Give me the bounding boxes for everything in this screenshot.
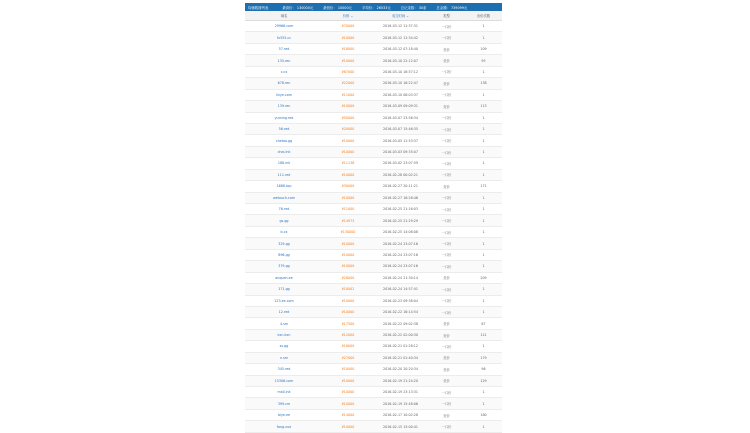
table-row [245,21,502,32]
table-row [245,421,502,432]
price-cell: ¥130000 [323,226,373,237]
bid-count-cell: 171 [465,181,502,192]
bid-count-cell: 1 [465,421,502,432]
bid-count-cell: 95 [465,55,502,66]
bid-count-cell: 1 [465,261,502,272]
price-cell: ¥30000 [323,181,373,192]
price-cell: ¥10000 [323,295,373,306]
table-row [245,341,502,352]
table-row [245,101,502,112]
price-cell: ¥10000 [323,387,373,398]
price-cell: ¥10000 [323,55,373,66]
type-cell: 竞价 [428,329,465,340]
time-cell: 2016-02-24 23:07:16 [373,261,428,272]
bid-count-cell: 87 [465,318,502,329]
type-cell: 一口价 [428,21,465,32]
domain-link[interactable]: 379.gg [245,261,323,272]
bid-count-cell: 1 [465,146,502,157]
domain-link[interactable]: ss.gg [245,341,323,352]
time-cell: 2016-02-19 23:13:31 [373,387,428,398]
table-row [245,123,502,134]
domain-link[interactable]: 123.ee.com [245,295,323,306]
domain-link[interactable]: 15306.com [245,375,323,386]
domain-sales-panel [245,3,502,433]
bid-count-cell: 111 [465,329,502,340]
time-cell: 2016-02-19 21:24:20 [373,375,428,386]
price-cell: ¥10000 [323,306,373,317]
time-cell: 2016-03-12 11:37:31 [373,21,428,32]
type-cell: 一口价 [428,135,465,146]
price-cell: ¥14000 [323,409,373,420]
price-cell: ¥17500 [323,318,373,329]
domain-link[interactable]: 399.cm [245,398,323,409]
bid-count-cell: 138 [465,78,502,89]
bid-count-cell: 180 [465,409,502,420]
domain-link[interactable]: biye.ee [245,409,323,420]
domain-link[interactable]: mall.ink [245,387,323,398]
price-cell: ¥10000 [323,146,373,157]
sales-table [245,11,502,433]
table-row [245,158,502,169]
bid-count-cell: 1 [465,387,502,398]
price-cell: ¥11000 [323,89,373,100]
table-row [245,192,502,203]
price-cell: ¥16000 [323,341,373,352]
domain-link[interactable]: 57.red [245,43,323,54]
time-cell: 2016-03-12 11:34:42 [373,32,428,43]
col-header-price-sort[interactable]: 价格 ⌄ [323,11,373,21]
table-row [245,306,502,317]
type-cell: 一口价 [428,226,465,237]
time-cell: 2016-02-22 16:14:54 [373,306,428,317]
table-row [245,284,502,295]
table-body [245,21,502,433]
type-cell: 一口价 [428,284,465,295]
col-header-bids: 出价次数 [465,11,502,21]
time-cell: 2016-03-12 07:18:40 [373,43,428,54]
time-cell: 2016-03-09 09:09:31 [373,101,428,112]
price-cell: ¥18000 [323,43,373,54]
time-cell: 2016-02-22 02:00:30 [373,329,428,340]
bid-count-cell: 1 [465,284,502,295]
type-cell: 一口价 [428,146,465,157]
table-row [245,215,502,226]
domain-link[interactable]: 1688.top [245,181,323,192]
time-cell: 2016-03-10 16:22:47 [373,78,428,89]
price-cell: ¥10000 [323,398,373,409]
bid-count-cell: 1 [465,89,502,100]
table-row [245,295,502,306]
domain-link[interactable]: chetao.gg [245,135,323,146]
table-row [245,32,502,43]
type-cell: 一口价 [428,32,465,43]
summary-bar [245,3,502,11]
price-cell: ¥10000 [323,261,373,272]
time-cell: 2016-02-27 16:28:46 [373,192,428,203]
bid-count-cell: 129 [465,375,502,386]
time-cell: 2016-02-17 10:02:28 [373,409,428,420]
type-cell: 一口价 [428,66,465,77]
time-cell: 2016-02-24 14:57:41 [373,284,428,295]
time-cell: 2016-02-24 21:30:14 [373,272,428,283]
price-cell: ¥11000 [323,204,373,215]
type-cell: 竞价 [428,409,465,420]
time-cell: 2016-03-07 15:46:35 [373,123,428,134]
type-cell: 竞价 [428,364,465,375]
price-cell: ¥28000 [323,272,373,283]
domain-link[interactable]: b.cx [245,226,323,237]
summary-record-count: 总记录数：30条 [400,5,427,10]
bid-count-cell: 1 [465,32,502,43]
bid-count-cell: 1 [465,192,502,203]
time-cell: 2016-02-19 15:48:06 [373,398,428,409]
col-header-domain: 域名 [245,11,323,21]
summary-avg-price: 平均价：26533元 [362,5,391,10]
time-cell: 2016-03-03 09:35:07 [373,146,428,157]
domain-link[interactable]: 345.red [245,364,323,375]
bid-count-cell: 1 [465,215,502,226]
time-cell: 2016-03-10 16:57:12 [373,66,428,77]
col-header-time-sort[interactable]: 成交时间 ⌄ [373,11,428,21]
time-cell: 2016-02-28 00:02:21 [373,169,428,180]
price-cell: ¥11136 [323,158,373,169]
price-cell: ¥10000 [323,169,373,180]
time-cell: 2016-02-25 14:08:08 [373,226,428,237]
price-cell: ¥10002 [323,284,373,295]
summary-total-amount: 总金额：739099元 [436,5,468,10]
time-cell: 2016-02-21 01:40:34 [373,352,428,363]
time-cell: 2016-03-07 23:56:34 [373,112,428,123]
domain-link[interactable]: kxn.kxn [245,329,323,340]
time-cell: 2016-02-24 23:07:16 [373,249,428,260]
table-row [245,89,502,100]
domain-link[interactable]: 329.gg [245,238,323,249]
table-row [245,329,502,340]
domain-link[interactable]: linye.com [245,89,323,100]
bid-count-cell: 1 [465,341,502,352]
type-cell: 竞价 [428,375,465,386]
type-cell: 竞价 [428,272,465,283]
domain-link[interactable]: c.cx [245,66,323,77]
domain-link[interactable]: fx555.cc [245,32,323,43]
table-row [245,169,502,180]
type-cell: 竞价 [428,352,465,363]
domain-link[interactable]: n.sm [245,352,323,363]
bid-count-cell: 1 [465,398,502,409]
table-row [245,135,502,146]
table-row [245,146,502,157]
table-row [245,364,502,375]
domain-link[interactable]: 139.ren [245,101,323,112]
time-cell: 2016-03-10 08:03:37 [373,89,428,100]
price-cell: ¥14973 [323,215,373,226]
table-row [245,318,502,329]
table-row [245,272,502,283]
type-cell: 一口价 [428,249,465,260]
bid-count-cell: 1 [465,249,502,260]
price-cell: ¥87000 [323,66,373,77]
bid-count-cell: 1 [465,123,502,134]
price-cell: ¥10000 [323,249,373,260]
bid-count-cell: 1 [465,238,502,249]
price-cell: ¥10000 [323,375,373,386]
domain-link[interactable]: 188.ink [245,158,323,169]
type-cell: 一口价 [428,123,465,134]
bid-count-cell: 1 [465,135,502,146]
domain-link[interactable]: 4.sm [245,318,323,329]
domain-link[interactable]: 29966.com [245,21,323,32]
type-cell: 一口价 [428,387,465,398]
type-cell: 一口价 [428,398,465,409]
price-cell: ¥10000 [323,364,373,375]
time-cell: 2016-03-10 22:12:07 [373,55,428,66]
table-row [245,78,502,89]
price-cell: ¥70000 [323,21,373,32]
type-cell: 一口价 [428,158,465,169]
domain-link[interactable]: gs.gg [245,215,323,226]
domain-link[interactable]: fang.xue [245,421,323,432]
domain-link[interactable]: anquan.ee [245,272,323,283]
summary-title: 均価数據列表 [248,5,269,10]
bid-count-cell: 96 [465,364,502,375]
bid-count-cell: 1 [465,295,502,306]
bid-count-cell: 1 [465,66,502,77]
table-row [245,55,502,66]
price-cell: ¥10000 [323,421,373,432]
time-cell: 2016-03-05 11:53:37 [373,135,428,146]
table-row [245,112,502,123]
price-cell: ¥12000 [323,329,373,340]
domain-link[interactable]: 135.ren [245,55,323,66]
bid-count-cell: 209 [465,272,502,283]
price-cell: ¥22000 [323,78,373,89]
time-cell: 2016-02-22 09:02:38 [373,318,428,329]
price-cell: ¥10000 [323,238,373,249]
domain-link[interactable]: 678.ren [245,78,323,89]
table-row [245,43,502,54]
type-cell: 一口价 [428,421,465,432]
price-cell: ¥27000 [323,352,373,363]
type-cell: 一口价 [428,204,465,215]
type-cell: 一口价 [428,192,465,203]
table-row [245,204,502,215]
domain-link[interactable]: 56.red [245,123,323,134]
domain-link[interactable]: 171.gg [245,284,323,295]
bid-count-cell: 1 [465,226,502,237]
price-cell: ¥10000 [323,32,373,43]
type-cell: 一口价 [428,295,465,306]
bid-count-cell: 1 [465,169,502,180]
time-cell: 2016-02-27 20:11:21 [373,181,428,192]
type-cell: 竞价 [428,101,465,112]
type-cell: 一口价 [428,89,465,100]
bid-count-cell: 1 [465,306,502,317]
type-cell: 一口价 [428,112,465,123]
price-cell: ¥20000 [323,123,373,134]
table-row [245,238,502,249]
domain-link[interactable]: 12.red [245,306,323,317]
domain-link[interactable]: wetouch.com [245,192,323,203]
price-cell: ¥10000 [323,135,373,146]
time-cell: 2016-02-25 21:16:03 [373,204,428,215]
table-row [245,409,502,420]
time-cell: 2016-02-25 21:29:29 [373,215,428,226]
time-cell: 2016-02-24 23:07:16 [373,238,428,249]
type-cell: 竞价 [428,318,465,329]
type-cell: 竞价 [428,43,465,54]
domain-link[interactable]: 111.red [245,169,323,180]
type-cell: 一口价 [428,215,465,226]
col-header-type: 类型 [428,11,465,21]
table-row [245,181,502,192]
bid-count-cell: 1 [465,204,502,215]
type-cell: 一口价 [428,169,465,180]
time-cell: 2016-02-21 01:28:12 [373,341,428,352]
type-cell: 竞价 [428,55,465,66]
type-cell: 一口价 [428,306,465,317]
type-cell: 一口价 [428,261,465,272]
time-cell: 2016-02-23 09:38:04 [373,295,428,306]
time-cell: 2016-02-15 15:00:41 [373,421,428,432]
summary-max-price: 最高价：130000元 [282,5,314,10]
domain-link[interactable]: chai.ink [245,146,323,157]
price-cell: ¥10000 [323,192,373,203]
type-cell: 竞价 [428,78,465,89]
price-cell: ¥10000 [323,101,373,112]
domain-link[interactable]: 896.gg [245,249,323,260]
bid-count-cell: 1 [465,158,502,169]
table-row [245,249,502,260]
bid-count-cell: 179 [465,352,502,363]
domain-link[interactable]: yuming.red [245,112,323,123]
bid-count-cell: 113 [465,101,502,112]
price-cell: ¥50000 [323,112,373,123]
bid-count-cell: 1 [465,21,502,32]
type-cell: 一口价 [428,341,465,352]
table-row [245,66,502,77]
table-row [245,352,502,363]
table-row [245,261,502,272]
bid-count-cell: 109 [465,43,502,54]
type-cell: 一口价 [428,238,465,249]
time-cell: 2016-03-02 23:07:59 [373,158,428,169]
time-cell: 2016-02-20 20:20:34 [373,364,428,375]
domain-link[interactable]: 76.red [245,204,323,215]
type-cell: 竞价 [428,181,465,192]
table-row [245,375,502,386]
table-header-row [245,11,502,21]
table-row [245,387,502,398]
bid-count-cell: 1 [465,112,502,123]
summary-min-price: 最低价：10000元 [323,5,352,10]
table-row [245,226,502,237]
